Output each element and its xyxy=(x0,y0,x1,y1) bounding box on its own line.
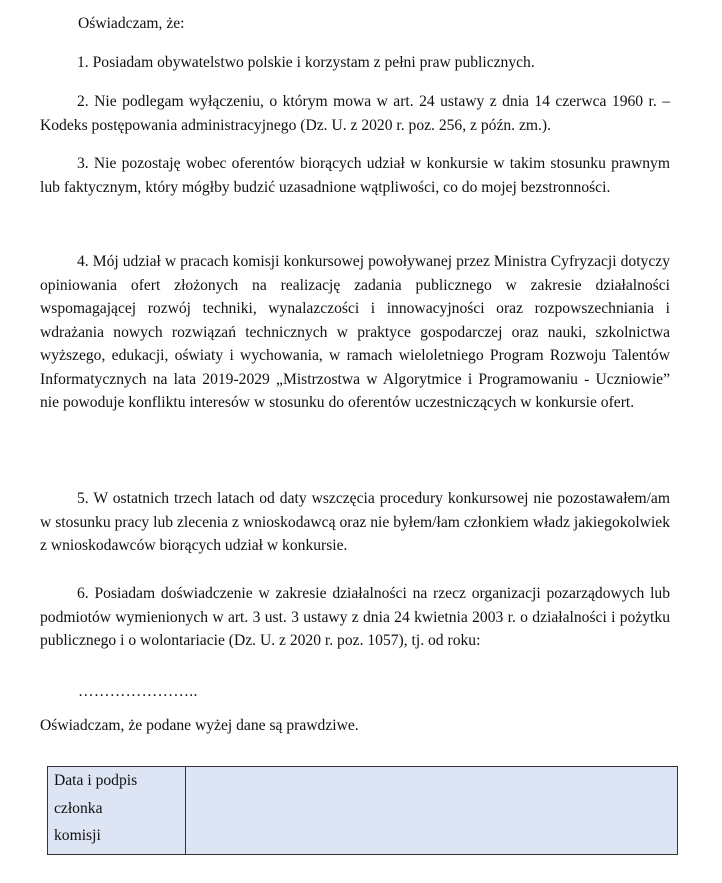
signature-label-line: Data i podpis xyxy=(54,772,138,789)
declaration-item-2: 2. Nie podlegam wyłączeniu, o którym mowa w art. 24 ustawy z dnia 14 czerwca 1960 r. – Kodeks postępowania administracyjnego (Dz. U. z 2020 r. poz. 256, z późn. zm.). xyxy=(40,93,670,134)
year-fill-in-dots: ………………….. xyxy=(78,683,198,700)
signature-label-line: członka xyxy=(54,799,103,817)
declaration-item-1: 1. Posiadam obywatelstwo polskie i korzystam z pełni praw publicznych. xyxy=(77,54,535,71)
declaration-item-4: 4. Mój udział w pracach komisji konkursowej powoływanej przez Ministra Cyfryzacji dotyczy opiniowania ofert złożonych na realizację zadania publicznego w zakresie działalności wspomagającej rozwój techniki, wynalazczości i innowacyjności oraz rozpowszechniania i wdrażania nowych rozwiązań technicznych w praktyce gospodarczej oraz nauki, szkolnictwa wyższego, edukacji, oświaty i wychowania, w ramach wieloletniego Program Rozwoju Talentów Informatycznych na lata 2019-2029 „Mistrzostwa w Algorytmice i Programowaniu - Uczniowie” nie powoduje konfliktu interesów w stosunku do oferentów uczestniczących w konkursie ofert. xyxy=(40,253,670,411)
intro-statement: Oświadczam, że: xyxy=(78,15,185,32)
signature-table xyxy=(47,766,678,855)
signature-label-line: komisji xyxy=(54,827,101,844)
signature-field[interactable] xyxy=(186,767,677,854)
closing-statement: Oświadczam, że podane wyżej dane są prawdziwe. xyxy=(40,717,359,734)
declaration-item-6: 6. Posiadam doświadczenie w zakresie działalności na rzecz organizacji pozarządowych lub podmiotów wymienionych w art. 3 ust. 3 ustawy z dnia 24 kwietnia 2003 r. o działalności i pożytku publicznego i o wolontariacie (Dz. U. z 2020 r. poz. 1057), tj. od roku: xyxy=(40,585,670,649)
declaration-item-5: 5. W ostatnich trzech latach od daty wszczęcia procedury konkursowej nie pozostawałem/am w stosunku pracy lub zlecenia z wnioskodawcą oraz nie byłem/łam członkiem władz jakiegokolwiek z wnioskodawców biorących udział w konkursie. xyxy=(40,490,670,554)
signature-label-cell xyxy=(48,767,186,854)
declaration-item-3: 3. Nie pozostaję wobec oferentów biorących udział w konkursie w takim stosunku prawnym lub faktycznym, który mógłby budzić uzasadnione wątpliwości, co do mojej bezstronności. xyxy=(40,155,670,196)
